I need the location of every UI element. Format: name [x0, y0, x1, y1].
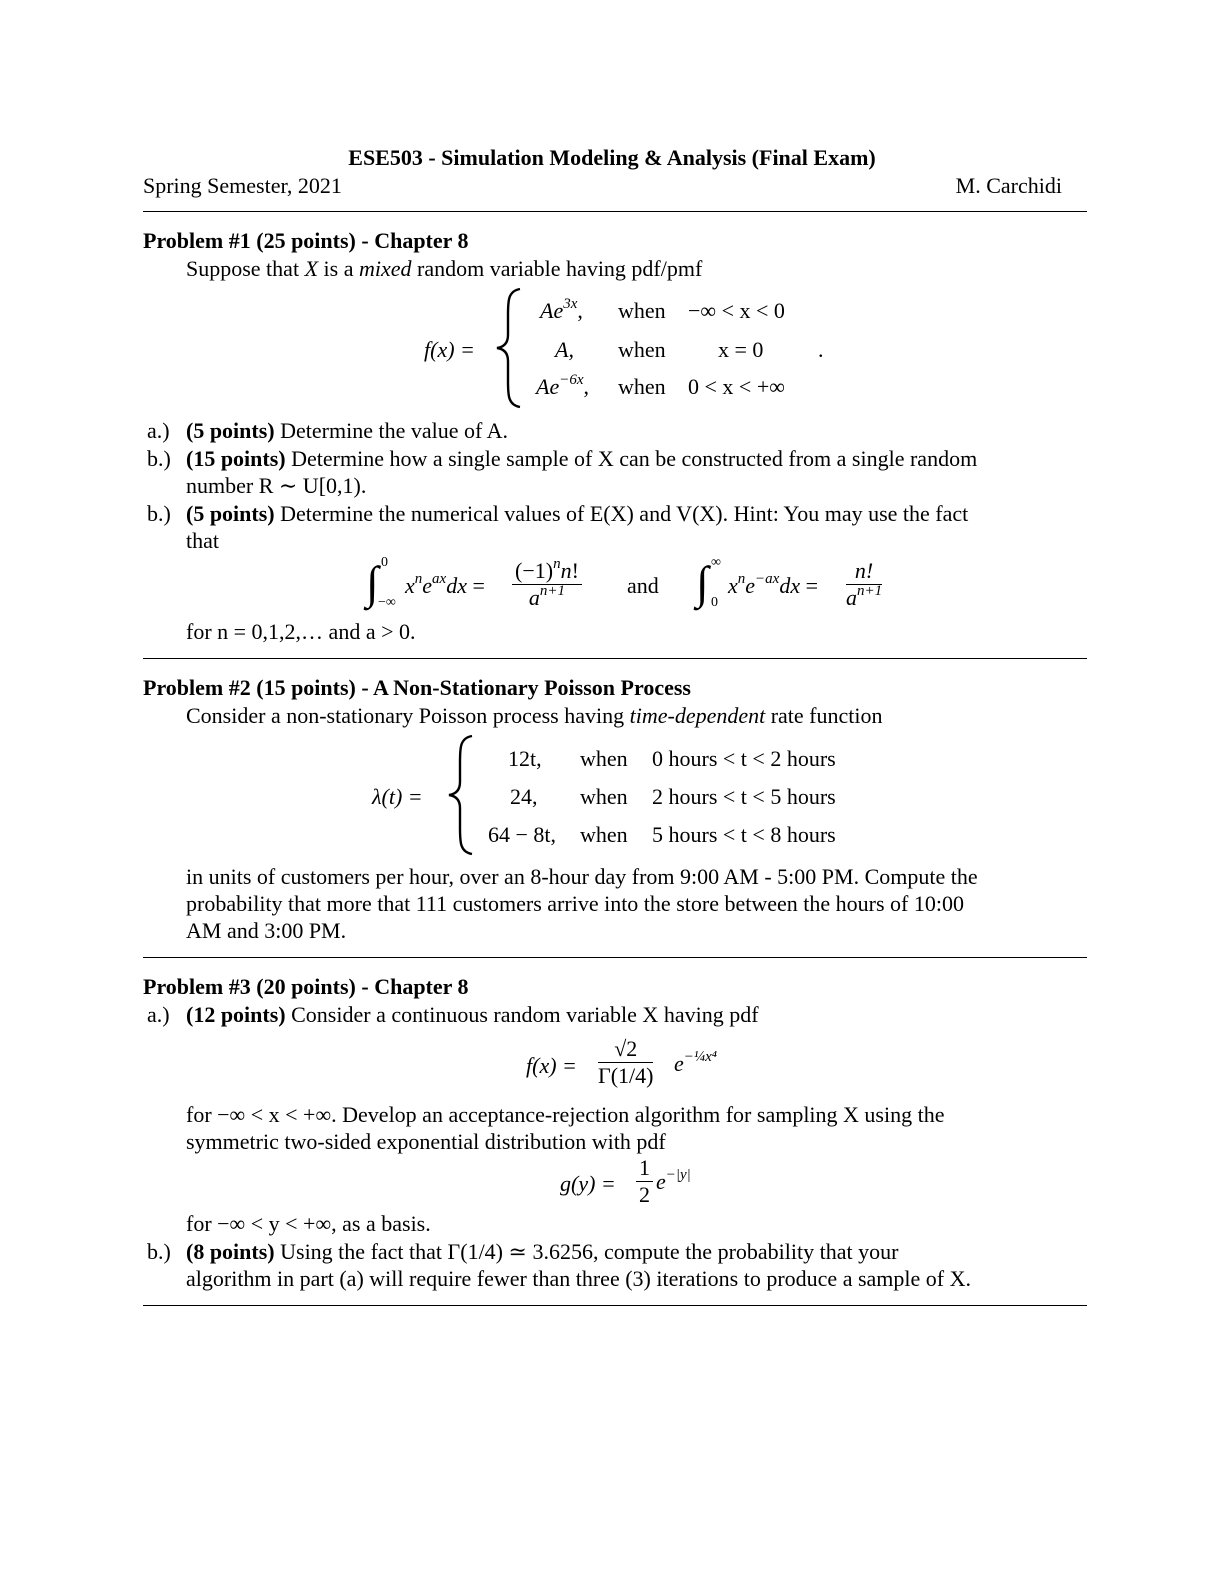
problem-3-part-a: (12 points) Consider a continuous random variable X having pdf	[186, 1002, 759, 1027]
pdf-lhs: f(x) =	[424, 337, 475, 362]
part-a-label: a.)	[147, 1002, 170, 1027]
divider	[143, 1305, 1087, 1306]
integral-2-integrand: $x^ne^{-ax}dx$ =	[728, 571, 818, 598]
problem-2-text-line-1: in units of customers per hour, over an 8-hour day from 9:00 AM - 5:00 PM. Compute the	[186, 864, 978, 889]
problem-3-heading: Problem #3 (20 points) - Chapter 8	[143, 974, 469, 999]
problem-1-heading: Problem #1 (25 points) - Chapter 8	[143, 228, 469, 253]
exam-title: ESE503 - Simulation Modeling & Analysis (Final Exam)	[348, 145, 876, 170]
problem-3-text-line-1: for −∞ < x < +∞. Develop an acceptance-rejection algorithm for sampling X using the	[186, 1102, 945, 1127]
integral-and: and	[627, 573, 659, 598]
instructor-name: M. Carchidi	[955, 173, 1062, 198]
part-b-label: b.)	[147, 446, 171, 471]
problem-3-part-b-line-1: (8 points) Using the fact that Γ(1/4) ≃ 3.6256, compute the probability that your	[186, 1239, 899, 1264]
problem-2-text-line-3: AM and 3:00 PM.	[186, 918, 347, 943]
part-c-label: b.)	[147, 501, 171, 526]
problem-3-text-line-3: for −∞ < y < +∞, as a basis.	[186, 1211, 431, 1236]
divider	[143, 658, 1087, 659]
integral-2-result: $\frac{n!}{a^{n+1}}$	[846, 558, 883, 610]
integral-condition: for n = 0,1,2,… and a > 0.	[186, 619, 416, 644]
integral-1-result: $\frac{(-1)^nn!}{a^{n+1}}$	[512, 558, 582, 611]
rate-case-2-expr: 24,	[510, 784, 538, 809]
problem-1-part-b-line-2: number R ∼ U[0,1).	[186, 473, 367, 498]
problem-2-heading: Problem #2 (15 points) - A Non-Stationary Poisson Process	[143, 675, 691, 700]
case-3-cond: 0 < x < +∞	[688, 374, 785, 399]
divider	[143, 957, 1087, 958]
rate-case-2-when: when	[580, 784, 628, 809]
left-brace-icon	[446, 734, 476, 856]
rate-case-3-expr: 64 − 8t,	[488, 822, 557, 847]
f-fraction: $\frac{√2}{\Gamma(1/4)}$	[598, 1036, 654, 1088]
pdf-period: .	[818, 337, 824, 362]
rate-lhs: λ(t) =	[372, 784, 423, 809]
problem-1-part-c-line-2: that	[186, 528, 219, 553]
part-a-label: a.)	[147, 418, 170, 443]
problem-1-part-c-line-1: (5 points) Determine the numerical values of E(X) and V(X). Hint: You may use the fact	[186, 501, 969, 526]
semester-label: Spring Semester, 2021	[143, 173, 342, 198]
case-2-when: when	[618, 337, 666, 362]
problem-3-text-line-2: symmetric two-sided exponential distribution with pdf	[186, 1129, 666, 1154]
problem-1-part-a: (5 points) Determine the value of A.	[186, 418, 508, 443]
integral-1-integrand: $x^ne^{ax}dx$ =	[405, 571, 485, 598]
case-3-expr: $Ae^{-6x}$,	[536, 372, 589, 399]
problem-2-intro: Consider a non-stationary Poisson process having time-dependent rate function	[186, 703, 883, 728]
integral-sign-icon: ∫	[366, 557, 379, 608]
g-fraction: $\frac{1}{2}$	[636, 1155, 653, 1208]
rate-case-3-when: when	[580, 822, 628, 847]
g-exponential: $e^{-|y|}$	[656, 1167, 691, 1194]
integral-sign-icon: ∫	[696, 557, 709, 608]
rate-case-1-expr: 12t,	[508, 746, 542, 771]
case-1-expr: $Ae^{3x}$,	[540, 296, 583, 323]
f-exponential: $e^{-\frac{1}{4}x^4}$	[674, 1049, 718, 1076]
part-b-label: b.)	[147, 1239, 171, 1264]
case-2-cond: x = 0	[718, 337, 764, 362]
f-lhs: f(x) =	[526, 1053, 577, 1078]
problem-1-intro: Suppose that X is a mixed random variable having pdf/pmf	[186, 256, 703, 281]
problem-3-part-b-line-2: algorithm in part (a) will require fewer than three (3) iterations to produce a sample of X.	[186, 1266, 971, 1291]
case-3-when: when	[618, 374, 666, 399]
case-1-cond: −∞ < x < 0	[688, 298, 785, 323]
integral-1-lower: −∞	[378, 595, 396, 610]
left-brace-icon	[494, 287, 524, 409]
rate-case-2-cond: 2 hours < t < 5 hours	[652, 784, 836, 809]
rate-case-3-cond: 5 hours < t < 8 hours	[652, 822, 836, 847]
g-lhs: g(y) =	[560, 1171, 616, 1196]
case-1-when: when	[618, 298, 666, 323]
integral-2-lower: 0	[711, 595, 718, 610]
divider	[143, 211, 1087, 212]
rate-case-1-cond: 0 hours < t < 2 hours	[652, 746, 836, 771]
case-2-expr: A,	[555, 337, 574, 362]
problem-1-part-b-line-1: (15 points) Determine how a single sample of X can be constructed from a single random	[186, 446, 978, 471]
rate-case-1-when: when	[580, 746, 628, 771]
problem-2-text-line-2: probability that more that 111 customers arrive into the store between the hours of 10:00	[186, 891, 964, 916]
integral-1-upper: 0	[381, 555, 388, 570]
integral-2-upper: ∞	[711, 555, 721, 570]
